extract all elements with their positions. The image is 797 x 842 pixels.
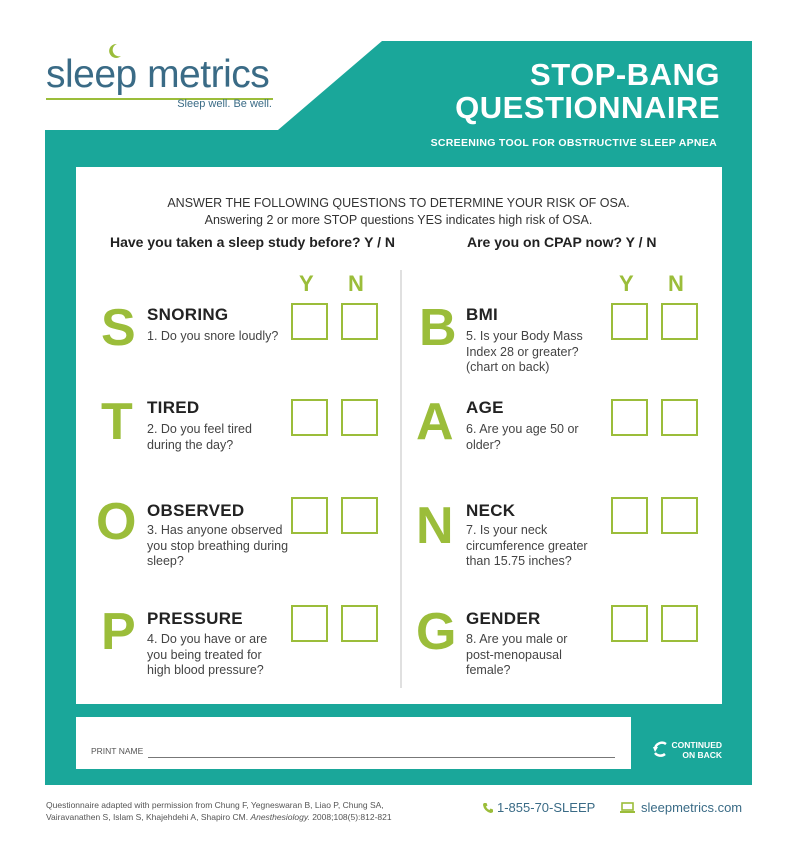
question-title-pressure: PRESSURE <box>147 609 243 628</box>
letter-t: T <box>101 393 133 451</box>
brand-tagline: Sleep well. Be well. <box>177 98 272 110</box>
phone-icon <box>482 802 494 814</box>
checkbox-q7-no[interactable] <box>661 497 698 534</box>
question-title-snoring: SNORING <box>147 305 229 324</box>
question-text-5: 5. Is your Body Mass Index 28 or greater? (chart on back) <box>466 329 583 374</box>
checkbox-q6-yes[interactable] <box>611 399 648 436</box>
citation-line-2 <box>46 811 446 823</box>
checkbox-q1-no[interactable] <box>341 303 378 340</box>
column-divider <box>400 270 402 688</box>
question-title-tired: TIRED <box>147 398 200 417</box>
checkbox-q4-no[interactable] <box>341 605 378 642</box>
question-text-8: 8. Are you male or post-menopausal female? <box>466 632 568 677</box>
print-name-line <box>148 757 615 758</box>
question-title-neck: NECK <box>466 501 516 520</box>
cpap-question: Are you on CPAP now? Y / N <box>467 234 657 250</box>
letter-o: O <box>96 493 137 551</box>
letter-b: B <box>419 299 457 357</box>
continued-on-back <box>652 738 732 768</box>
letter-s: S <box>101 299 136 357</box>
sleep-study-question: Have you taken a sleep study before? Y / N <box>110 234 396 250</box>
yes-column-header-left: Y <box>299 271 314 296</box>
checkbox-q1-yes[interactable] <box>291 303 328 340</box>
page-title <box>455 58 720 124</box>
checkbox-q4-yes[interactable] <box>291 605 328 642</box>
brand-name: sleep metrics <box>46 53 270 96</box>
citation-journal: Anesthesiology. <box>250 812 310 822</box>
title-line-2: QUESTIONNAIRE <box>455 90 720 125</box>
checkbox-q7-yes[interactable] <box>611 497 648 534</box>
brand-logo <box>46 43 286 123</box>
question-text-6: 6. Are you age 50 or older? <box>466 422 579 452</box>
no-column-header-right: N <box>668 271 684 296</box>
continued-line-1: CONTINUED <box>671 740 722 750</box>
laptop-icon <box>620 802 635 814</box>
letter-n: N <box>416 497 454 555</box>
question-text-7: 7. Is your neck circumference greater than 15.75 inches? <box>466 523 588 568</box>
question-text-1: 1. Do you snore loudly? <box>147 329 279 343</box>
print-name-field[interactable] <box>76 717 631 769</box>
citation <box>46 799 446 823</box>
instruction-line-2: Answering 2 or more STOP questions YES indicates high risk of OSA. <box>204 213 593 227</box>
question-text-3: 3. Has anyone observed you stop breathing during sleep? <box>147 523 289 568</box>
checkbox-q8-no[interactable] <box>661 605 698 642</box>
checkbox-q3-yes[interactable] <box>291 497 328 534</box>
question-title-observed: OBSERVED <box>147 501 245 520</box>
citation-line-1: Questionnaire adapted with permission from Chung F, Yegneswaran B, Liao P, Chung SA, <box>46 800 384 810</box>
question-title-bmi: BMI <box>466 305 499 324</box>
yes-column-header-right: Y <box>619 271 634 296</box>
citation-authors: Vairavanathen S, Islam S, Khajehdehi A, Shapiro CM. <box>46 812 251 822</box>
instruction-line-1: ANSWER THE FOLLOWING QUESTIONS TO DETERMINE YOUR RISK OF OSA. <box>167 196 630 210</box>
phone-number[interactable]: 1-855-70-SLEEP <box>497 800 596 815</box>
citation-volume: 2008;108(5):812-821 <box>309 812 392 822</box>
letter-p: P <box>101 603 136 661</box>
print-name-label: PRINT NAME <box>91 746 144 756</box>
letter-a: A <box>416 393 454 451</box>
checkbox-q8-yes[interactable] <box>611 605 648 642</box>
website-link[interactable]: sleepmetrics.com <box>641 800 743 815</box>
no-column-header-left: N <box>348 271 364 296</box>
checkbox-q5-yes[interactable] <box>611 303 648 340</box>
checkbox-q2-yes[interactable] <box>291 399 328 436</box>
continued-text <box>664 740 722 760</box>
page-subtitle: SCREENING TOOL FOR OBSTRUCTIVE SLEEP APNEA <box>430 137 717 149</box>
question-text-2: 2. Do you feel tired during the day? <box>147 422 252 452</box>
checkbox-q5-no[interactable] <box>661 303 698 340</box>
letter-g: G <box>416 603 457 661</box>
title-line-1: STOP-BANG <box>530 57 720 92</box>
checkbox-q2-no[interactable] <box>341 399 378 436</box>
checkbox-q3-no[interactable] <box>341 497 378 534</box>
question-text-4: 4. Do you have or are you being treated for high blood pressure? <box>147 632 268 677</box>
checkbox-q6-no[interactable] <box>661 399 698 436</box>
question-title-gender: GENDER <box>466 609 541 628</box>
question-title-age: AGE <box>466 398 504 417</box>
continued-line-2: ON BACK <box>682 750 722 760</box>
